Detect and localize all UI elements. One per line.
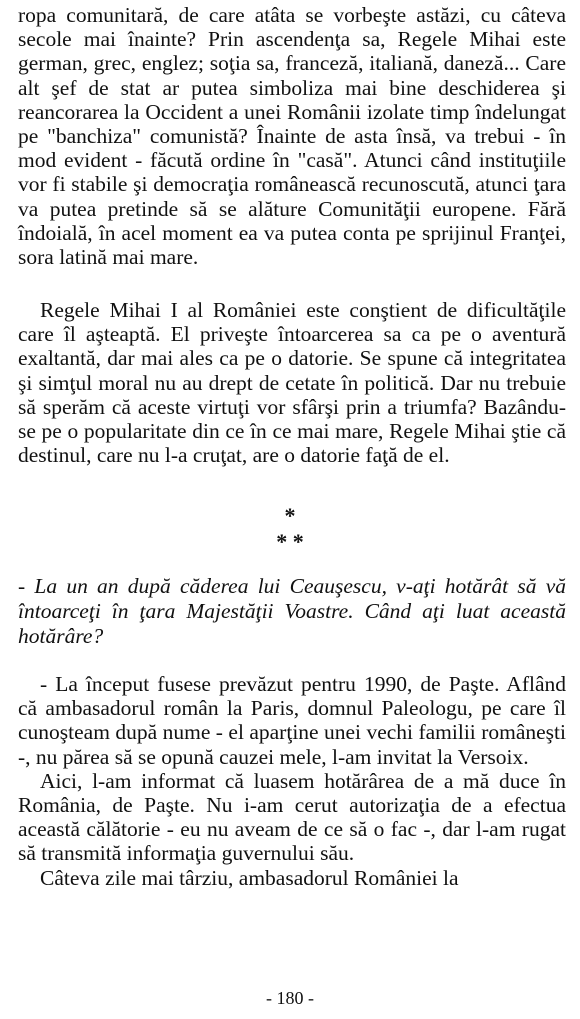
section-separator-star: * <box>284 503 296 528</box>
section-separator-stars: * * <box>276 529 304 554</box>
paragraph: Aici, l-am informat că luasem hotărârea de a mă duce în România, de Paşte. Nu i-am cerut autorizaţia de a efectua această călătorie - eu nu aveam de ce să o fac -, dar l-am rugat să transmită informaţia guvernului său. <box>18 768 566 866</box>
paragraph: Câteva zile mai târziu, ambasadorul României la <box>40 865 459 890</box>
text-block-bottom <box>18 672 566 890</box>
paragraph-continued: ropa comunitară, de care atâta se vorbeşte astăzi, cu câteva secole mai înainte? Prin ascendenţa sa, Regele Mihai este german, grec, englez; soţia sa, franceză, italiană, daneză... Care alt şef de stat ar putea simboliza mai bine deschiderea şi reancorarea la Occident a unei Românii izolate timp îndelungat pe "banchiza" comunistă? Înainte de asta însă, va trebui - în mod evident - făcută ordine în "casă". Atunci când instituţiile vor fi stabile şi democraţia românească recunoscută, atunci ţara va putea pretinde să se alăture Comunităţii europene. Fără îndoială, în acel moment ea va putea conta pe sprijinul Franţei, sora latină mai mare. <box>18 3 566 270</box>
paragraph: Regele Mihai I al României este conştient de dificultăţile care îl aşteaptă. El priveşte întoarcerea sa ca pe o aventură exaltantă, dar mai ales ca pe o datorie. Se spune că integritatea şi simţul moral nu au drept de cetate în politică. Dar nu trebuie să sperăm că aceste virtuţi vor sfârşi prin a triumfa? Bazându-se pe o popularitate din ce în ce mai mare, Regele Mihai ştie că destinul, care nu l-a cruţat, are o datorie faţă de el. <box>18 298 566 468</box>
text-block-top <box>18 3 566 269</box>
text-block-middle <box>18 298 566 467</box>
page-number: - 180 - <box>266 988 314 1008</box>
paragraph: - La început fusese prevăzut pentru 1990, de Paşte. Aflând că ambasadorul român la Paris, domnul Paleologu, pe care îl cunoşteam după nume - el aparţine unei vechi familii româneşti -, nu părea să se opună cauzei mele, l-am invitat la Versoix. <box>18 672 566 769</box>
interview-question: - La un an după căderea lui Ceauşescu, v-aţi hotărât să vă întoarceţi în ţara Majestăţii Voastre. Când aţi luat această hotărâre? <box>18 574 566 648</box>
